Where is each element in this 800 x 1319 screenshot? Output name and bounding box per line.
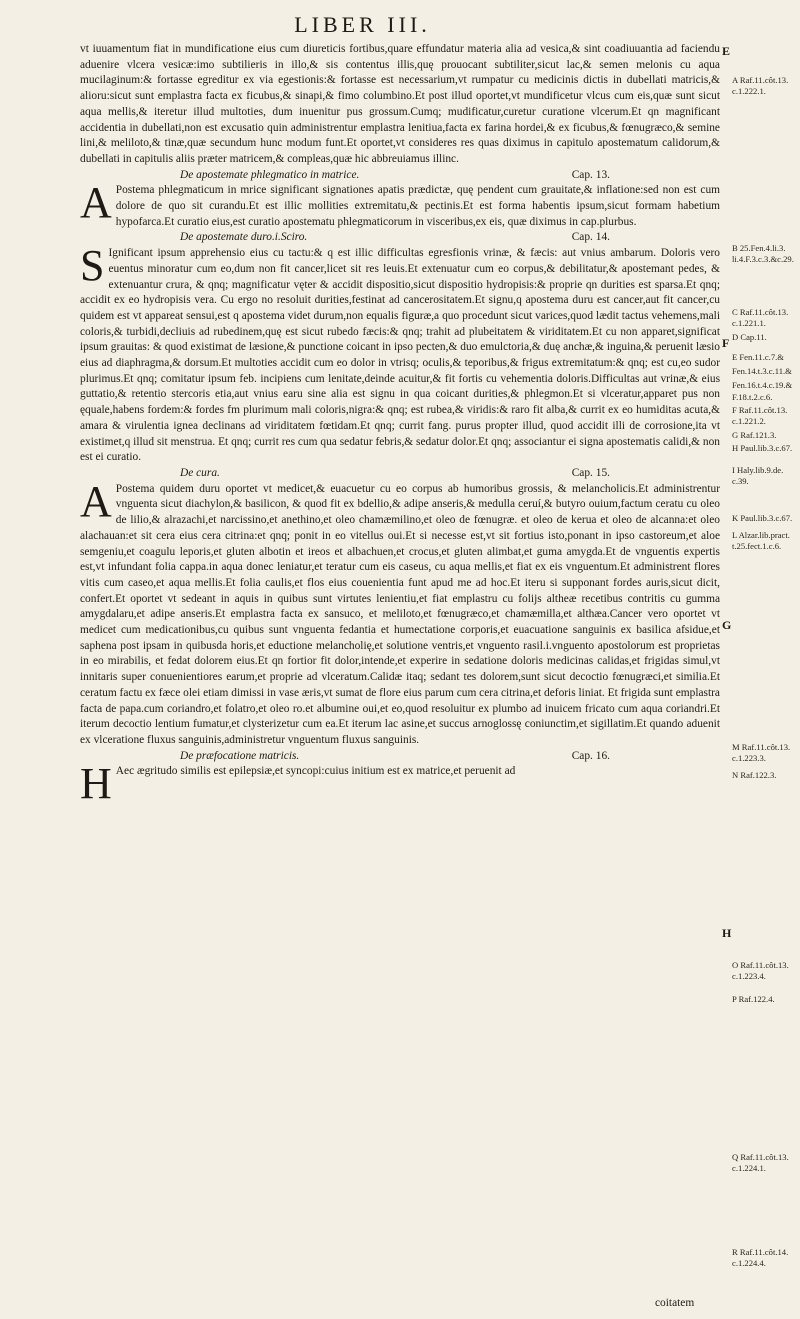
paragraph <box>80 241 720 466</box>
margin-note: I Haly.lib.9.de. c.39. <box>732 465 784 486</box>
margin-note: O Raf.11.côt.13. c.1.223.4. <box>732 960 789 981</box>
paragraph-continuation: vt iuuamentum fiat in mundificatione eius cum diureticis fortibus,quare effundatur materia alia ad vesica,& sint coadiuuantia ad faciendu aduenire vlcera vesicæ:imo subtilieris in illo,& sis contentus illis,quę prouocant subtiliter,sicut lac,& semen melonis cu aqua mucilaginum:& fortasse egreditur ex via egestionis:& fortasse est necessarium,vt rumpatur cu medicinis dictis in dubellati matricis,& alioru:sicut sunt emplastra facta ex ficubus,& sinapi,& fimo columbino.Et post illud oportet,vt mundificetur vlcus cum eis,quæ sunt sicut aqua mellis,& iteretur illud multoties, dum inuenitur pus grossum.Cumq; mudificatur,curetur curatione vlcerum.Et qn magnificant accidentia in dubellati,non est excusatio quin administrentur emplastra lenitiua,facta ex farina hordei,& ex ficubus,& fœnugræco,& semine lini,& meliloto,& tinæ,quæ secundum hunc modum funt.Et oportet,vt consideres res quas diximus in capitulo apostematum calidorum,& dubellati in capitulis aliis præter matricem,& compleas,quæ hic abbreuiamus illinc. <box>80 43 720 165</box>
margin-note: E Fen.11.c.7.& <box>732 352 784 362</box>
drop-capital: A <box>80 178 112 228</box>
margin-note: L Alzar.lib.pract. t.25.fect.1.c.6. <box>732 530 790 551</box>
paragraph-text: Postema quidem duru oportet vt medicet,& euacuetur cu eo corpus ab humoribus grossis, & melancholicis.Et administrentur vnguenta sicut diachylon,& basilicon, & quod fit ex bdellio,& adipe anseris,& medulla ceruí,& butyro ouium,factum ceratu cu oleo de lilio,& alrazachi,et narcissino,et anethino,et oleo chamæmilino,et oleo de fœnugræ. et oleo de kerua et oleo de alcanna:et oleo alachauan:et sit cera eius cera citrina:et qnq; ponit in eo vitellus oui.Et si necesse est,vt sit fortius isto,ponant in ipso castoreum,et aloe semgeniu,et coagulu leporis,et gluten albotin et ireos et albachuen,et crocus,et gluten alimbat,et guma amygda.Et de vnguentis expertis est,vt infundant folia cappa.in aqua donec leniatur,et teratur cum eis caseus, cu aqua mellis,et fiat ex eis vnguentum.Et administrent flores vitis cum caseo,et aqua mellis.Et folia caulis,et flos eius couenientia funt apud me ad hoc.Et iteru si supponant fordes auris,sicut dicit, confert.Et oportet vt sedeant in aquis in quibus sunt virtutes lenientiu,et fiat emplastru cu folijs altheæ recetibus contritis cu gumma amygdalaru,et adipe anseris.Et emplastra facta ex sansuco, et meliloto,et fœnugræco,et chamæmilla,et althæa.Cancer vero oportet vt medicet cum medicationibus,cu quibus sunt vnguenta fedantia et humectatione corporis,et euacuatione sanguinis ex basilica afsidue,et saphena post ipsam in quibusda horis,et eductione melancholię,et solutione ventris,et vnguento rasil.i.vnguento apostolorum est proprietas in eo mirabilis, et fedat dolorem eius.Et qn fortior fit dolor,intende,et experire in sedatione doloris medicinas calidas,et frigidas simul,vt innitaris super conuenientiores earum,et proprie ad vlceratum.Calidæ itaq; sedant tes dolorem,sunt sicut decoctio fœnugræci,et similia.Et ceratum factu ex fæce olei etiam dimissi in vase æris,vt sumat de flore eius parum cum cera citrina,et deforis liniat. Et frigida sunt emplastra facta de papa.cum coriandro,et folatro,et oleo ro.et albumine oui,et eo,quod resoluitur ex plumbo ad inuicem fricato cum aqua coriandri.Et iterum decoctio lentium fumatur,et clysterizetur cum ea.Et iterum lac asine,et succus arnoglossę coniunctim,et sigillatim.Et quando aduenit ex vlceratione fluxus sanguinis,administretur vnguentum fluxus sanguinis. <box>80 482 720 746</box>
chapter-title: De apostemate duro.i.Sciro. <box>180 231 308 244</box>
section-letter: G <box>722 618 732 632</box>
drop-capital: A <box>80 476 112 526</box>
section-letter: E <box>722 44 731 58</box>
margin-note: B 25.Fen.4.li.3. li.4.F.3.c.3.&c.29. <box>732 243 794 264</box>
chapter-heading <box>80 230 720 246</box>
drop-capital: S <box>80 241 105 291</box>
section-letter: F <box>722 336 730 350</box>
catchword: coitatem <box>655 1297 695 1309</box>
section-letter: H <box>722 926 732 940</box>
margin-note: G Raf.121.3. <box>732 430 777 440</box>
drop-capital: H <box>80 759 112 809</box>
margin-note: A Raf.11.côt.13. c.1.222.1. <box>732 75 789 96</box>
margin-note: K Paul.lib.3.c.67. <box>732 513 793 523</box>
paragraph <box>80 178 720 230</box>
chapter-number: Cap. 16. <box>571 749 610 762</box>
paragraph <box>80 759 720 809</box>
chapter-number: Cap. 13. <box>571 168 610 181</box>
chapter-number: Cap. 15. <box>571 466 610 479</box>
paragraph-text: Postema phlegmaticum in mrice significant signationes apatis prædictæ, quę pendent cum grauitate,& inflatione:sed non est cum dolore de quo sit curandu.Et est illic mollities extremitatu,& pectinis.Et est forma habentis ipsum,sicut formam habetium hypofarca.Et curatio eius,est curatio apostematu phlegmaticorum in visceribus,ex eis, quæ diximus in cap.plurbus. <box>115 184 720 228</box>
margin-note: F.18.t.2.c.6. <box>732 392 773 402</box>
chapter-heading <box>80 749 720 765</box>
paragraph-text: Ignificant ipsum apprehensio eius cu tactu:& q est illic difficultas egresfionis vrinæ, & fæcis: aut vnius ambarum. Doloris vero euentus minoratur cum eo,dum non fit cancer,licet sit res leuis.Et extenuatur cum eo corpus,& debilitatur,& apostemant pedes, & extenuantur crura, & qnq; magnificatur vęter & accidit dispositio,sicut dispositio hydropisis:& proprie qn durities est sparsa.Et qnq; accidit ex eo hydropisis vera. Cu ergo no resoluit durities,festinat ad cancerositatem.Et signu,q apostema duru est cancer,aut fit cancer,cu quidem est vt appareat sensui,est q apostema videt durum,non equalis figuræ,a quo procedunt sicut varices,quod lædit tactus vehemens,mali coloris,& turbidi,decliuis ad rubedinem,quę est sicut rubedo fæcis:& qnq; trahit ad plubeitatem & viriditatem.Et cu non apparet,significat ipsum grauitas: & quod existimat de læsione,& punctione coicant in ipso pecten,& duo emulctoria,& duę anchæ,& inguina,& peruenit læsio eius ad diaphragma,& dorsum.Et multoties accidit cum eo dolor in vtrisq; oculis,& teporibus,& frigus extremitatum:& qnq; est cu,eo sudor plurimus.Et qnq; comitatur ipsum feb. incipiens cum lenitate,deinde acuitur,& fit fortis cu vehementia doloris.Difficultas aut vrinæ,& eius guttatio,& retentio stercoris etia,aut vnius earu sine alia est signu in qua coicant durities,& phlegmon.Et si vlceratur,apparet pus non ęquale,habens fordem:& fordes fm plurimum mali coloris,nigra:& qnq; est rubea,& viridis:& raro fit alba,& currit ex eo humiditas acuta,& amara & virulentia ignea declinans ad viriditatem fœtidam.Et qnq; currit fang. purus propter illud, quod accidit illi de corrosione,ita vt existimet,q illud sit menstrua. Et qnq; currit res cum qua sedatur febris,& sedatur dolor.Et qnq; associantur ei signa apostematis calidi,& non est ei curatio. <box>80 247 720 464</box>
chapter-heading <box>80 168 720 184</box>
margin-note: Fen.14.t.3.c.11.& <box>732 366 792 376</box>
chapter-heading <box>80 466 720 482</box>
margin-note: N Raf.122.3. <box>732 770 777 780</box>
margin-note: Fen.16.t.4.c.19.& <box>732 380 793 390</box>
chapter-title: De præfocatione matricis. <box>180 749 300 762</box>
main-text-column <box>80 42 720 809</box>
paragraph <box>80 476 720 749</box>
chapter-title: De apostemate phlegmatico in matrice. <box>180 168 360 181</box>
running-head: LIBER III. <box>294 12 431 37</box>
chapter-number: Cap. 14. <box>571 231 610 244</box>
margin-note: P Raf.122.4. <box>732 994 775 1004</box>
margin-note: H Paul.lib.3.c.67. <box>732 443 793 453</box>
margin-note: M Raf.11.côt.13. c.1.223.3. <box>732 742 791 763</box>
margin-note: R Raf.11.côt.14. c.1.224.4. <box>732 1247 789 1268</box>
margin-note: F Raf.11.côt.13. c.1.221.2. <box>732 405 788 426</box>
margin-note: C Raf.11.côt.13. c.1.221.1. <box>732 307 789 328</box>
paragraph-text: Aec ægritudo similis est epilepsiæ,et syncopi:cuius initium est ex matrice,et peruenit ad <box>115 765 516 778</box>
chapter-title: De cura. <box>180 466 220 479</box>
margin-note: Q Raf.11.côt.13. c.1.224.1. <box>732 1152 789 1173</box>
margin-note: D Cap.11. <box>732 332 767 342</box>
